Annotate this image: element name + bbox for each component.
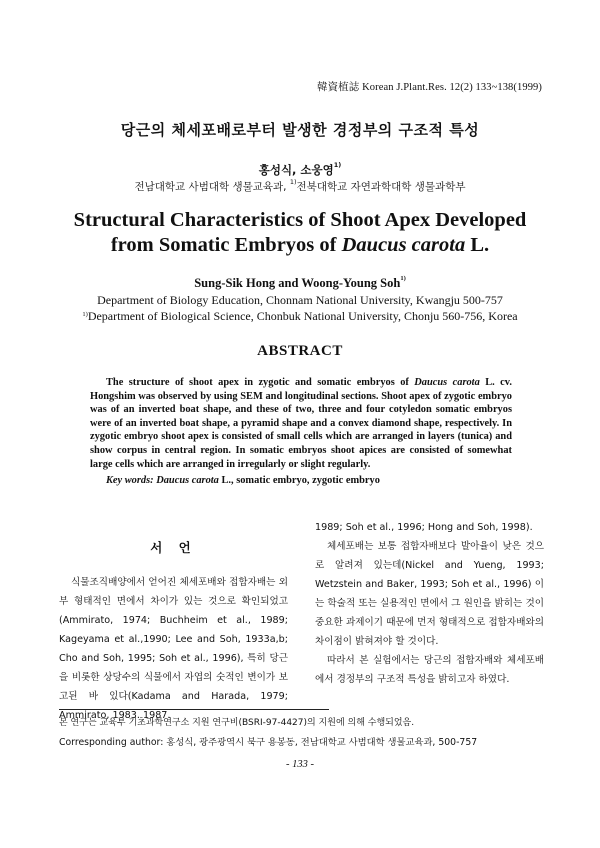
intro-right-paragraph-1: 체세포배는 보통 접합자배보다 발아율이 낮은 것으로 알려져 있는데(Nickel and Yueng, 1993; Wetzstein and Baker, 1993; Soh et al., 1996) 이는 학술적 또는 실용적인 면에서 그 원인을 밝히는 것이 중요한 과제이기 때문에 먼저 형태적으로 접합자배와의 차이점이 밝혀져야 할 것이다. <box>315 541 544 647</box>
english-title-line1: Structural Characteristics of Shoot Apex Developed <box>73 209 527 231</box>
abstract-species: Daucus carota <box>414 377 480 388</box>
korean-affiliation-a: 전남대학교 사범대학 생물교육과, <box>134 181 287 193</box>
english-title-suffix: L. <box>465 234 490 256</box>
english-affiliation-2: Department of Biological Science, Chonbuk National University, Chonju 560-756, Korea <box>87 309 518 323</box>
korean-authors <box>0 162 600 178</box>
keywords-rest: L., somatic embryo, zygotic embryo <box>218 475 380 486</box>
english-title-prefix: from Somatic Embryos of <box>110 234 342 256</box>
intro-right-continuation: 1989; Soh et al., 1996; Hong and Soh, 1998). <box>315 522 533 533</box>
journal-reference: 韓資植誌 Korean J.Plant.Res. 12(2) 133~138(1999) <box>316 82 542 93</box>
intro-heading: 서 언 <box>150 540 197 555</box>
footnote-divider <box>59 709 329 710</box>
keywords-label: Key words: <box>106 475 154 486</box>
abstract-body <box>90 376 512 471</box>
page-number: - 133 - <box>286 759 314 770</box>
english-authors-names: Sung-Sik Hong and Woong-Young Soh <box>194 276 401 290</box>
korean-affiliation-b: 전북대학교 자연과학대학 생물과학부 <box>296 181 466 193</box>
abstract-heading: ABSTRACT <box>257 343 343 359</box>
english-title <box>0 208 600 258</box>
abstract-part1: The structure of shoot apex in zygotic and somatic embryos of <box>106 377 415 388</box>
keywords-species: Daucus carota <box>156 475 219 486</box>
english-affiliation-1: Department of Biology Education, Chonnam National University, Kwangju 500-757 <box>97 293 503 307</box>
intro-right-column <box>315 518 544 689</box>
corresponding-author: Corresponding author: 홍성식, 광주광역시 북구 용봉동, 전남대학교 사범대학 생물교육과, 500-757 <box>59 737 478 748</box>
korean-affiliation <box>0 179 600 194</box>
korean-authors-sup: 1) <box>333 161 342 169</box>
keywords <box>106 475 380 486</box>
english-affiliation-2-sup: 1) <box>82 311 88 318</box>
english-affiliations <box>0 292 600 324</box>
english-title-line2 <box>0 233 600 258</box>
funding-footnote: 본 연구는 교육부 기초과학연구소 지원 연구비(BSRI-97-4427)의 지원에 의해 수행되었음. <box>59 718 415 728</box>
intro-left-paragraph: 식물조직배양에서 얻어진 체세포배와 접합자배는 외부 형태적인 면에서 차이가 있는 것으로 확인되었고(Ammirato, 1974; Buchheim et al., 1989; Kageyama et al.,1990; Lee and Soh, 1933a,b; Cho and Soh, 1995; Soh et al., 1996), 특히 당근을 비롯한 상당수의 식물에서 자엽의 숫적인 변이가 보고된 바 있다(Kadama and Harada, 1979; Ammirato, 1983. 1987. <box>59 577 288 721</box>
english-affiliation-2-line <box>0 308 600 324</box>
english-title-species: Daucus carota <box>341 234 466 256</box>
english-authors <box>0 276 600 291</box>
korean-authors-names: 홍성식, 소웅영 <box>258 163 334 177</box>
intro-right-paragraph-2: 따라서 본 실험에서는 당근의 접합자배와 체세포배에서 경정부의 구조적 특성을 밝히고자 하였다. <box>315 655 544 685</box>
korean-title: 당근의 체세포배로부터 발생한 경정부의 구조적 특성 <box>120 121 480 139</box>
abstract-part2: L. cv. Hongshim was observed by using SEM and longitudinal sections. Shoot apex of zygotic embryo was of an inverted boat shape, and these of two, three and four cotyledon somatic embryos were of an inverted boat shape, a pyramid shape and a convex diamond shape, respectively. In zygotic embryo shoot apex is consisted of small cells which are arranged in layers (tunica) and show corpus in central region. In somatic embryos shoot apices are consisted of somewhat large cells which are arranged in irregularly or slight regularly. <box>90 377 512 470</box>
intro-left-column <box>59 538 288 725</box>
korean-affiliation-sup: 1) <box>289 178 297 186</box>
english-authors-sup: 1) <box>400 275 406 282</box>
